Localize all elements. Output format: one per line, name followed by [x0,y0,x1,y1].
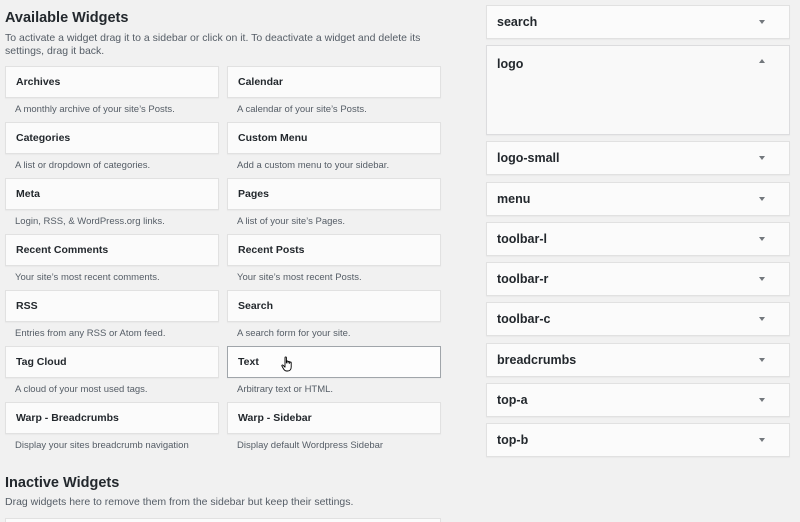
widget-list [5,66,447,458]
arrow-down-icon[interactable] [759,237,765,241]
sidebar-name: menu [497,192,531,206]
available-widgets-description: To activate a widget drag it to a sidebar or click on it. To deactivate a widget and delete its settings, drag it back. [5,32,421,57]
arrow-down-icon[interactable] [759,20,765,24]
widget-title[interactable]: Categories [5,122,219,154]
sidebar-toolbar-c[interactable] [486,302,790,336]
sidebar-name: toolbar-l [497,232,547,246]
inactive-widgets-description: Drag widgets here to remove them from the sidebar but keep their settings. [5,496,354,508]
arrow-down-icon[interactable] [759,317,765,321]
widget-recent-comments[interactable] [5,234,219,290]
arrow-down-icon[interactable] [759,358,765,362]
widget-recent-posts[interactable] [227,234,441,290]
sidebar-name: toolbar-c [497,312,551,326]
widget-archives[interactable] [5,66,219,122]
inactive-widgets-title: Inactive Widgets [5,475,120,491]
arrow-down-icon[interactable] [759,438,765,442]
widget-title[interactable]: Calendar [227,66,441,98]
widget-description: A list of your site’s Pages. [237,216,346,227]
sidebar-toolbar-l[interactable] [486,222,790,256]
widget-warp-breadcrumbs[interactable] [5,402,219,458]
widget-pages[interactable] [227,178,441,234]
widget-description: A list or dropdown of categories. [15,160,151,171]
widget-title[interactable]: RSS [5,290,219,322]
widget-title[interactable]: Text [227,346,441,378]
widget-title[interactable]: Warp - Sidebar [227,402,441,434]
sidebar-toolbar-r[interactable] [486,262,790,296]
widget-description: Entries from any RSS or Atom feed. [15,328,166,339]
widget-description: Your site’s most recent Posts. [237,272,362,283]
widget-categories[interactable] [5,122,219,178]
sidebar-name: search [497,15,538,29]
widget-warp-sidebar[interactable] [227,402,441,458]
widget-description: A monthly archive of your site’s Posts. [15,104,175,115]
widget-calendar[interactable] [227,66,441,122]
widget-title[interactable]: Tag Cloud [5,346,219,378]
widget-text[interactable] [227,346,441,402]
sidebar-menu[interactable] [486,182,790,216]
sidebar-name: logo [497,57,524,71]
widget-meta[interactable] [5,178,219,234]
widget-description: A search form for your site. [237,328,351,339]
widget-description: Display default Wordpress Sidebar [237,440,384,451]
sidebar-name: top-a [497,393,528,407]
widget-description: A calendar of your site’s Posts. [237,104,367,115]
widget-description: Login, RSS, & WordPress.org links. [15,216,165,227]
arrow-down-icon[interactable] [759,277,765,281]
sidebar-logo[interactable] [486,45,790,135]
arrow-down-icon[interactable] [759,398,765,402]
sidebar-name: breadcrumbs [497,353,577,367]
widget-title[interactable]: Archives [5,66,219,98]
widget-description: Add a custom menu to your sidebar. [237,160,390,171]
widget-title[interactable]: Meta [5,178,219,210]
inactive-widgets-dropzone[interactable] [5,518,441,522]
widget-title[interactable]: Search [227,290,441,322]
widget-description: Arbitrary text or HTML. [237,384,334,395]
widget-title[interactable]: Custom Menu [227,122,441,154]
widget-title[interactable]: Pages [227,178,441,210]
arrow-down-icon[interactable] [759,156,765,160]
hand-cursor-icon [281,356,294,372]
arrow-up-icon[interactable] [759,59,765,63]
widget-description: Display your sites breadcrumb navigation [15,440,189,451]
sidebar-logo-small[interactable] [486,141,790,175]
widget-description: Your site’s most recent comments. [15,272,160,283]
sidebar-top-b[interactable] [486,423,790,457]
widget-custom-menu[interactable] [227,122,441,178]
widget-title[interactable]: Recent Comments [5,234,219,266]
widget-rss[interactable] [5,290,219,346]
sidebar-name: logo-small [497,151,560,165]
widget-description: A cloud of your most used tags. [15,384,148,395]
widget-tag-cloud[interactable] [5,346,219,402]
widget-title[interactable]: Warp - Breadcrumbs [5,402,219,434]
sidebar-name: top-b [497,433,529,447]
sidebar-breadcrumbs[interactable] [486,343,790,377]
sidebar-name: toolbar-r [497,272,549,286]
arrow-down-icon[interactable] [759,197,765,201]
available-widgets-title: Available Widgets [5,10,129,26]
sidebar-top-a[interactable] [486,383,790,417]
widget-title[interactable]: Recent Posts [227,234,441,266]
sidebar-search[interactable] [486,5,790,39]
widget-search[interactable] [227,290,441,346]
